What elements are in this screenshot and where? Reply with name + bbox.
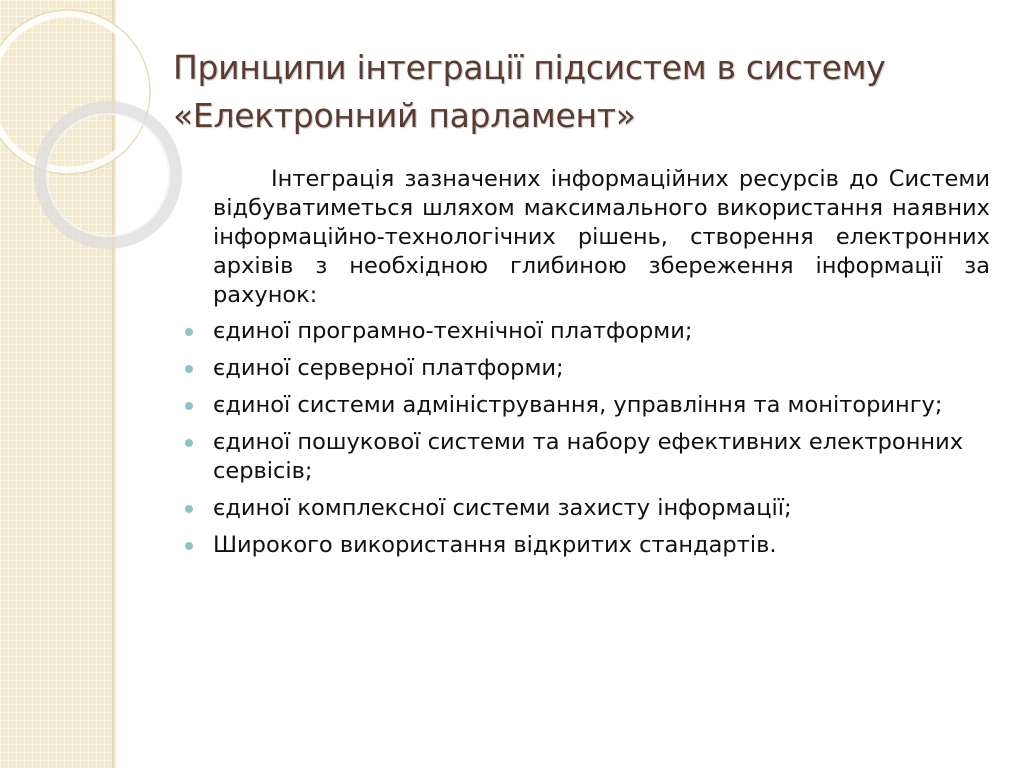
slide-title-line-1: Принципи інтеграції підсистем в систему — [173, 48, 886, 87]
list-item-text: єдиної пошукової системи та набору ефективних електронних сервісів; — [213, 429, 964, 484]
bullet-dot-icon — [185, 328, 193, 336]
list-item-text: єдиної програмно-технічної платформи; — [213, 318, 693, 344]
bullet-dot-icon — [185, 365, 193, 373]
intro-paragraph: Інтеграція зазначених інформаційних ресурсів до Системи відбуватиметься шляхом максимального використання наявних інформаційно-технологічних рішень, створення електронних архівів з необхідною глибиною збереження інформації за рахунок: — [213, 166, 990, 308]
slide-title — [173, 44, 993, 140]
bullet-dot-icon — [185, 505, 193, 513]
list-item-text: єдиної серверної платформи; — [213, 355, 564, 381]
slide-body — [213, 165, 990, 568]
decorative-rings — [0, 0, 200, 260]
upper-ring-shadow — [0, 10, 150, 174]
slide-title-line-2: «Електронний парламент» — [173, 96, 636, 135]
bullet-list — [213, 317, 990, 560]
bullet-dot-icon — [185, 402, 193, 410]
lower-ring-highlight — [47, 114, 169, 236]
list-item — [213, 317, 990, 346]
list-item-text: Широкого використання відкритих стандартів. — [213, 532, 777, 558]
bullet-dot-icon — [185, 439, 193, 447]
list-item-text: єдиної комплексної системи захисту інформації; — [213, 495, 792, 521]
list-item — [213, 354, 990, 383]
list-item — [213, 494, 990, 523]
list-item — [213, 391, 990, 420]
list-item-text: єдиної системи адміністрування, управління та моніторингу; — [213, 392, 943, 418]
bullet-dot-icon — [185, 542, 193, 550]
lower-ring — [40, 107, 176, 243]
upper-ring — [0, 14, 146, 170]
list-item — [213, 531, 990, 560]
list-item — [213, 428, 990, 486]
